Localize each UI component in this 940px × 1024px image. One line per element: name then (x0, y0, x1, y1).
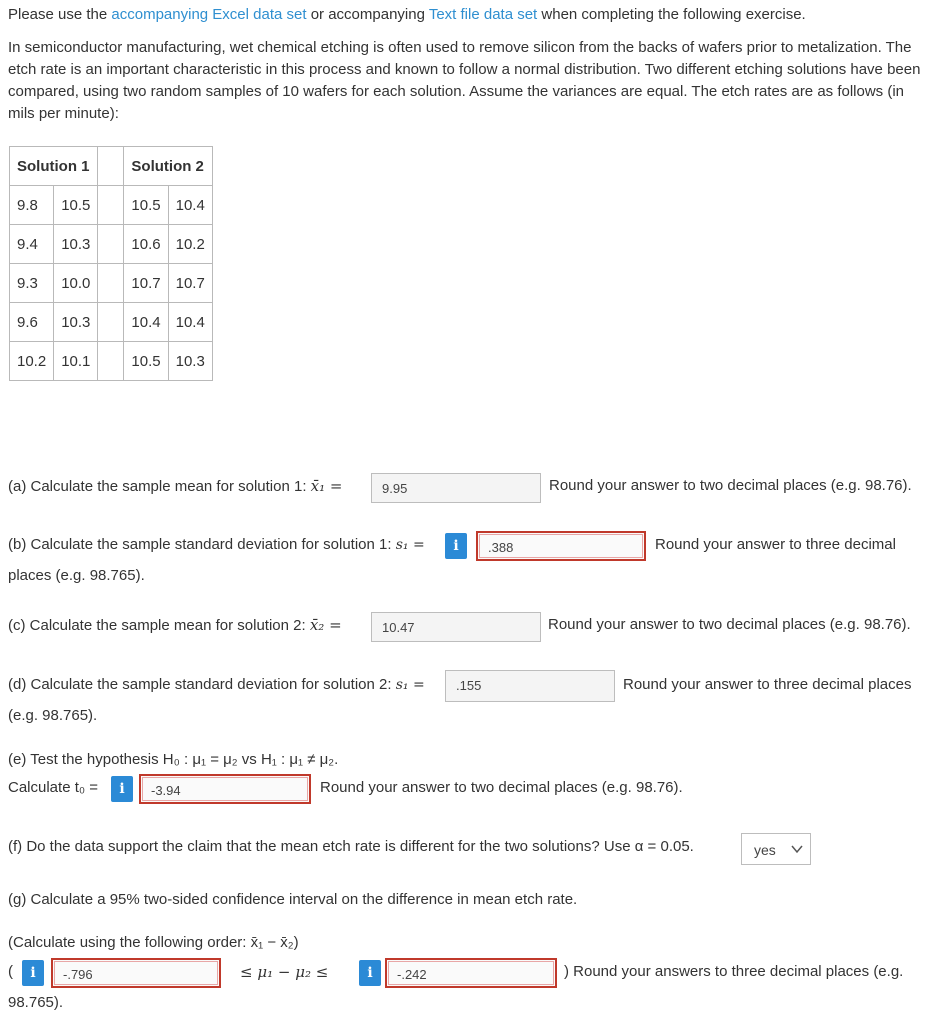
table-cell: 10.0 (54, 264, 98, 303)
question-f: (f) Do the data support the claim that the mean etch rate is different for the two solutions? Use α = 0.05. (8, 838, 694, 855)
question-b-text: (b) Calculate the sample standard deviation for solution 1: (8, 536, 392, 553)
answer-e-input[interactable]: -3.94 (139, 774, 311, 804)
ci-lower-input[interactable]: -.796 (51, 958, 221, 988)
table-gap (98, 186, 124, 225)
s2-symbol: s₁ = (395, 677, 425, 693)
intro-text-middle: or accompanying (306, 6, 429, 23)
table-cell: 10.4 (168, 303, 212, 342)
hint-g-line1: ) Round your answers to three decimal places (e.g. (564, 963, 904, 980)
xbar2-symbol: x̄₂ = (309, 616, 342, 634)
answer-f-selected: yes (754, 842, 776, 858)
hint-a: Round your answer to two decimal places (e.g. 98.76). (549, 477, 912, 494)
table-gap (98, 303, 124, 342)
info-icon[interactable]: i (445, 533, 467, 559)
intro-line (8, 6, 806, 23)
table-gap (98, 225, 124, 264)
calc-t0-label: Calculate t₀ = (8, 779, 99, 796)
intro-text-end: when completing the following exercise. (537, 6, 806, 23)
question-g: (g) Calculate a 95% two-sided confidence interval on the difference in mean etch rate. (8, 891, 578, 908)
intro-text: Please use the (8, 6, 112, 23)
question-b (8, 536, 425, 553)
info-icon[interactable]: i (111, 776, 133, 802)
question-c-text: (c) Calculate the sample mean for solution 2: (8, 617, 306, 634)
xbar1-symbol: x̄₁ = (310, 477, 343, 495)
hint-d-line1: Round your answer to three decimal places (623, 676, 912, 693)
hint-b-line1: Round your answer to three decimal (655, 536, 896, 553)
problem-statement: In semiconductor manufacturing, wet chemical etching is often used to remove silicon from the backs of wafers prior to metalization. The etch rate is an important characteristic in this process and known to follow a normal distribution. Two different etching solutions have been compared, using two random samples of 10 wafers for each solution. Assume the variances are equal. The etch rates are as follows (in mils per minute): (8, 39, 921, 122)
solution2-header: Solution 2 (124, 147, 212, 186)
answer-f-select[interactable] (741, 833, 811, 865)
hint-e: Round your answer to two decimal places (e.g. 98.76). (320, 779, 683, 796)
open-paren: ( (8, 963, 13, 980)
answer-a-input[interactable]: 9.95 (371, 473, 541, 503)
answer-b-input[interactable]: .388 (476, 531, 646, 561)
solution1-header: Solution 1 (10, 147, 98, 186)
table-gap (98, 342, 124, 381)
question-e: (e) Test the hypothesis H₀ : μ₁ = μ₂ vs H₁ : μ₁ ≠ μ₂. (8, 751, 339, 768)
hint-g-line2: 98.765). (8, 994, 64, 1011)
question-a-text: (a) Calculate the sample mean for solution 1: (8, 478, 307, 495)
ci-upper-input[interactable]: -.242 (385, 958, 557, 988)
table-cell: 9.8 (10, 186, 54, 225)
info-icon[interactable]: i (22, 960, 44, 986)
question-d-text: (d) Calculate the sample standard deviation for solution 2: (8, 676, 392, 693)
ci-inequality: ≤ μ₁ − μ₂ ≤ (240, 963, 329, 981)
answer-c-input[interactable]: 10.47 (371, 612, 541, 642)
table-cell: 10.7 (124, 264, 168, 303)
table-cell: 10.3 (54, 225, 98, 264)
text-data-link[interactable]: Text file data set (428, 6, 538, 23)
hint-b-line2: places (e.g. 98.765). (8, 567, 145, 584)
table-cell: 10.5 (124, 186, 168, 225)
table-cell: 10.5 (54, 186, 98, 225)
s1-symbol: s₁ = (395, 537, 425, 553)
table-cell: 10.6 (124, 225, 168, 264)
answer-d-input[interactable]: .155 (445, 670, 615, 702)
calc-order-note: (Calculate using the following order: x̄₁ − x̄₂) (8, 934, 299, 951)
table-cell: 10.1 (54, 342, 98, 381)
table-cell: 10.2 (10, 342, 54, 381)
table-cell: 10.3 (54, 303, 98, 342)
question-c (8, 616, 342, 634)
table-gap (98, 147, 124, 186)
etch-rate-table (9, 146, 213, 381)
table-cell: 9.4 (10, 225, 54, 264)
chevron-down-icon (790, 842, 804, 856)
table-cell: 10.3 (168, 342, 212, 381)
question-a (8, 477, 342, 495)
table-cell: 10.4 (168, 186, 212, 225)
info-icon[interactable]: i (359, 960, 381, 986)
table-cell: 9.3 (10, 264, 54, 303)
table-cell: 10.4 (124, 303, 168, 342)
table-cell: 9.6 (10, 303, 54, 342)
hint-d-line2: (e.g. 98.765). (8, 707, 98, 724)
table-cell: 10.7 (168, 264, 212, 303)
table-cell: 10.5 (124, 342, 168, 381)
hint-c: Round your answer to two decimal places (e.g. 98.76). (548, 616, 911, 633)
excel-data-link[interactable]: accompanying Excel data set (111, 6, 307, 23)
table-gap (98, 264, 124, 303)
question-d (8, 676, 425, 693)
table-cell: 10.2 (168, 225, 212, 264)
